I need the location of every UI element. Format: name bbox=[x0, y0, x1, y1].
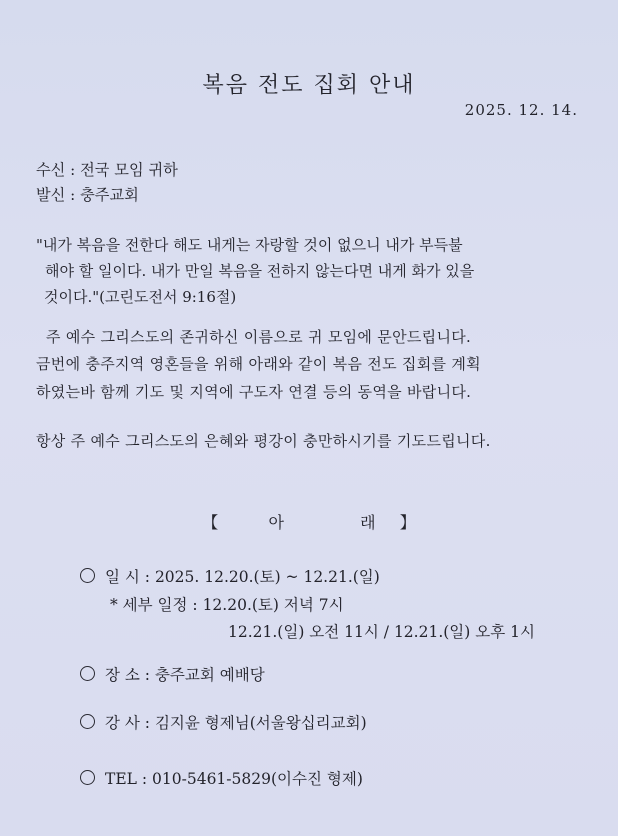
document-date: 2025. 12. 14. bbox=[464, 101, 578, 119]
item-tel bbox=[80, 767, 363, 789]
bullet-circle-icon bbox=[80, 568, 95, 583]
item-speaker bbox=[80, 711, 367, 733]
heading-char-right: 래 bbox=[360, 513, 376, 532]
item-speaker-text: 강 사 : 김지윤 형제님(서울왕십리교회) bbox=[105, 714, 367, 732]
section-heading bbox=[0, 510, 618, 533]
quote-line-2: 해야 할 일이다. 내가 만일 복음을 전하지 않는다면 내게 화가 있을 bbox=[45, 262, 475, 280]
item-schedule-2: 12.21.(일) 오전 11시 / 12.21.(일) 오후 1시 bbox=[228, 623, 535, 641]
item-tel-text: TEL : 010-5461-5829(이수진 형제) bbox=[105, 770, 363, 788]
bullet-circle-icon bbox=[80, 714, 95, 729]
quote-line-1: "내가 복음을 전한다 해도 내게는 자랑할 것이 없으니 내가 부득불 bbox=[36, 236, 463, 254]
body-line-3: 하였는바 함께 기도 및 지역에 구도자 연결 등의 동역을 바랍니다. bbox=[36, 383, 472, 401]
body-line-1: 주 예수 그리스도의 존귀하신 이름으로 귀 모임에 문안드립니다. bbox=[46, 328, 472, 346]
heading-bracket-close: 】 bbox=[399, 513, 416, 532]
sender-line: 발신 : 충주교회 bbox=[36, 186, 139, 204]
bullet-circle-icon bbox=[80, 770, 95, 785]
document-title: 복음 전도 집회 안내 bbox=[202, 73, 416, 98]
recipient-line: 수신 : 전국 모임 귀하 bbox=[36, 161, 178, 179]
heading-char-left: 아 bbox=[268, 513, 284, 532]
item-datetime-text: 일 시 : 2025. 12.20.(토) ~ 12.21.(일) bbox=[105, 568, 380, 586]
item-schedule-1: * 세부 일정 : 12.20.(토) 저녁 7시 bbox=[110, 596, 344, 614]
quote-line-3: 것이다."(고린도전서 9:16절) bbox=[44, 288, 237, 306]
item-venue-text: 장 소 : 충주교회 예배당 bbox=[105, 666, 265, 684]
closing-line: 항상 주 예수 그리스도의 은혜와 평강이 충만하시기를 기도드립니다. bbox=[36, 432, 491, 450]
bullet-circle-icon bbox=[80, 666, 95, 681]
item-datetime bbox=[80, 565, 380, 587]
heading-bracket-open: 【 bbox=[202, 513, 219, 532]
body-line-2: 금번에 충주지역 영혼들을 위해 아래와 같이 복음 전도 집회를 계획 bbox=[36, 355, 481, 373]
item-venue bbox=[80, 663, 265, 685]
